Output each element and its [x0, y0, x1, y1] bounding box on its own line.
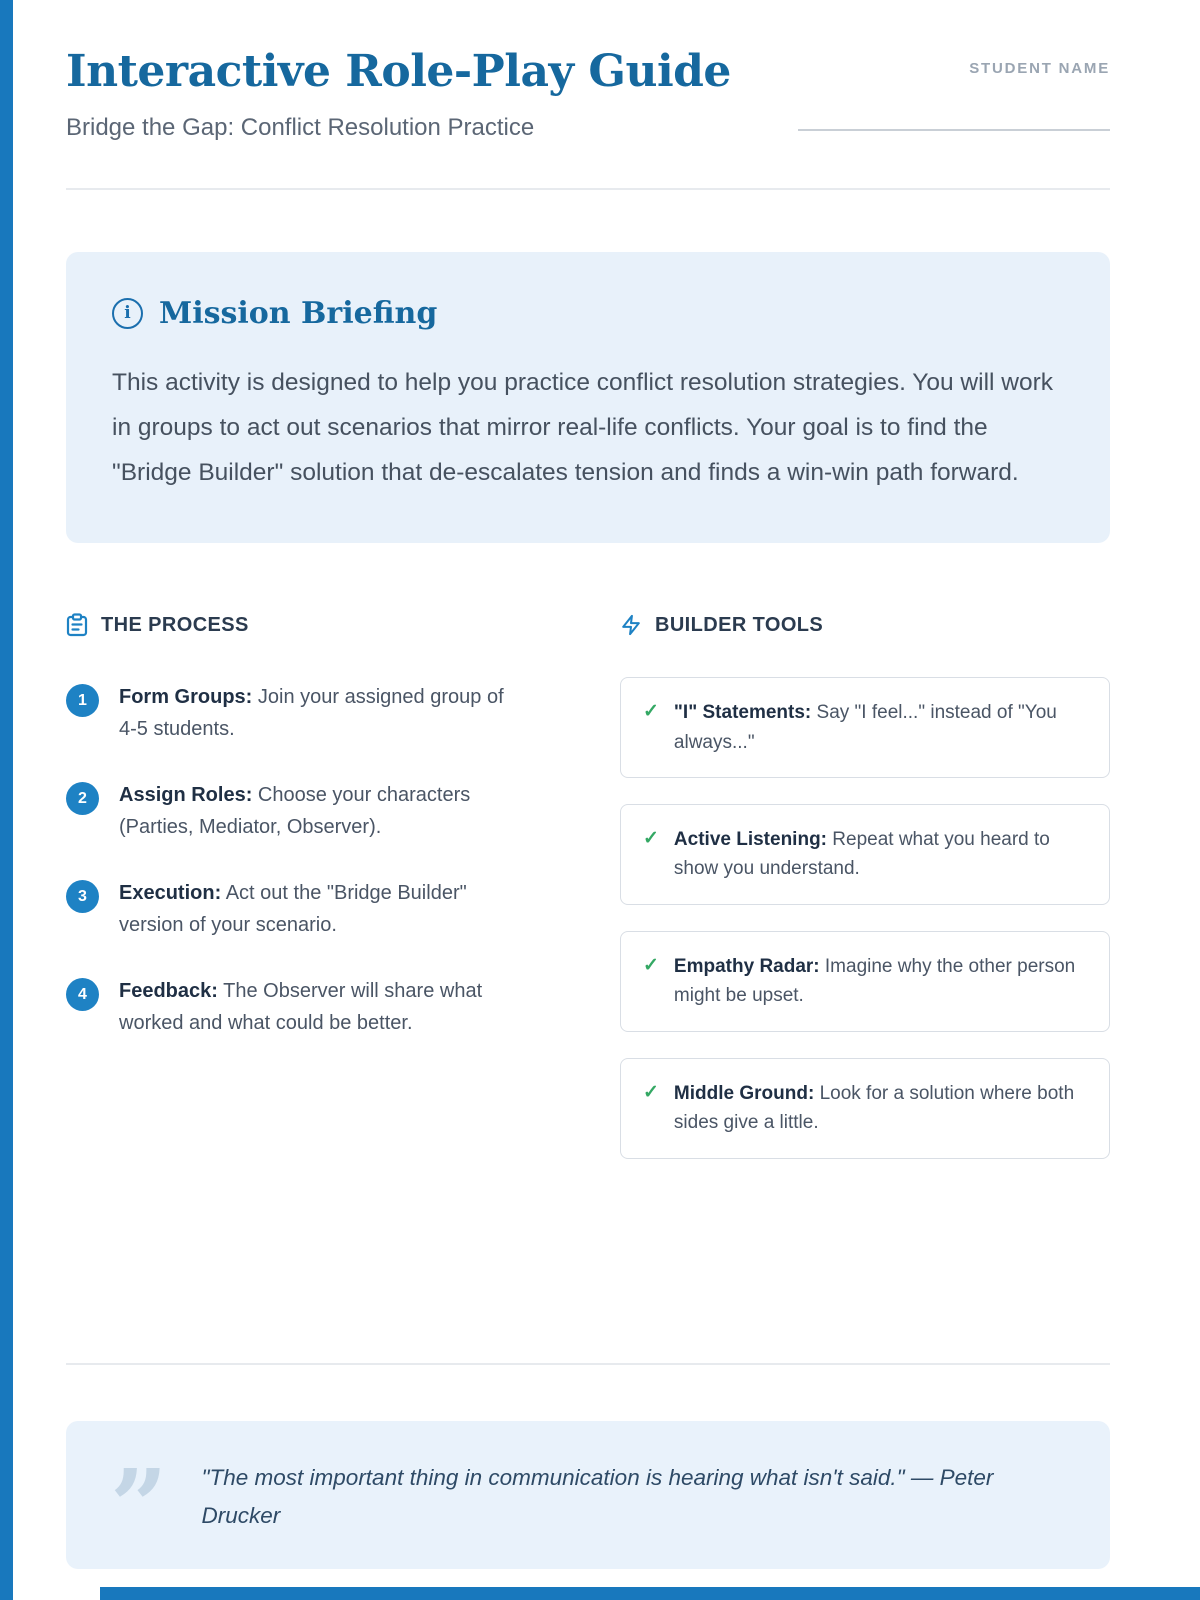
- tool-text: [674, 952, 1087, 1011]
- header: [66, 48, 1110, 142]
- step-item: [66, 975, 558, 1039]
- tool-card: [620, 931, 1110, 1032]
- step-text: [119, 877, 509, 941]
- tool-card: [620, 677, 1110, 778]
- step-item: [66, 779, 558, 843]
- step-description: Join your assigned group of 4-5 students.: [119, 686, 504, 741]
- tool-label: "I" Statements:: [673, 702, 812, 724]
- tools-heading: BUILDER TOOLS: [655, 613, 824, 636]
- check-icon: ✓: [643, 1081, 659, 1103]
- check-icon: ✓: [643, 954, 659, 976]
- step-description: Choose your characters (Parties, Mediator, Observer).: [119, 784, 471, 839]
- student-name-line: [798, 129, 1110, 131]
- step-label: Execution:: [119, 882, 222, 905]
- mission-body: This activity is designed to help you practice conflict resolution strategies. You will work in groups to act out scenarios that mirror real-life conflicts. Your goal is to find the "Bridge Builder" solution that de-escalates tension and finds a win-win path forward.: [112, 369, 1053, 486]
- header-divider: [66, 188, 1110, 190]
- footer-divider: [66, 1363, 1110, 1365]
- tool-card: [620, 804, 1110, 905]
- mission-title: Mission Briefing: [159, 296, 438, 332]
- step-text: [119, 975, 509, 1039]
- step-text: [119, 779, 509, 843]
- two-column-section: [66, 613, 1110, 1185]
- step-item: [66, 681, 558, 745]
- check-icon: ✓: [643, 828, 659, 849]
- tool-description: Look for a solution where both sides give a little.: [673, 1082, 1075, 1134]
- step-number-badge: 4: [66, 978, 99, 1011]
- tools-heading-row: [620, 613, 1110, 637]
- student-name-block: [798, 48, 1110, 131]
- process-heading-row: [66, 613, 558, 637]
- step-number-badge: 2: [66, 782, 99, 815]
- tool-label: Empathy Radar:: [673, 955, 820, 977]
- quote-text: "The most important thing in communication is hearing what isn't said." — Peter Drucker: [201, 1464, 994, 1528]
- tool-text: [674, 825, 1087, 884]
- step-label: Form Groups:: [119, 686, 253, 709]
- tool-label: Active Listening:: [673, 829, 827, 850]
- bottom-accent-bar: [100, 1587, 1200, 1600]
- tool-description: Imagine why the other person might be upset.: [673, 955, 1076, 1007]
- left-accent-bar: [0, 0, 13, 1600]
- tool-text: [674, 698, 1087, 757]
- step-item: [66, 877, 558, 941]
- tool-cards: [620, 677, 1110, 1159]
- step-label: Feedback:: [119, 980, 218, 1003]
- quote-icon: ”: [110, 1446, 168, 1565]
- tool-text: [674, 1079, 1087, 1138]
- tool-label: Middle Ground:: [673, 1082, 815, 1104]
- quote-card: [66, 1421, 1110, 1570]
- step-number-badge: 3: [66, 880, 99, 913]
- clipboard-icon: [66, 613, 88, 637]
- title-block: [66, 48, 731, 142]
- mission-header: [112, 296, 1064, 331]
- process-section: [66, 613, 558, 1185]
- step-label: Assign Roles:: [119, 784, 253, 807]
- step-description: Act out the "Bridge Builder" version of your scenario.: [119, 882, 467, 937]
- step-text: [119, 681, 509, 745]
- student-name-label: STUDENT NAME: [969, 60, 1110, 77]
- tool-description: Repeat what you heard to show you understand.: [673, 829, 1050, 880]
- step-number-badge: 1: [66, 684, 99, 717]
- page-title: Interactive Role-Play Guide: [66, 46, 731, 97]
- tools-section: [620, 613, 1110, 1185]
- tool-card: [620, 1058, 1110, 1159]
- tool-description: Say "I feel..." instead of "You always...": [673, 702, 1057, 753]
- step-description: The Observer will share what worked and what could be better.: [119, 980, 483, 1035]
- process-steps: [66, 681, 558, 1039]
- process-heading: THE PROCESS: [101, 613, 249, 636]
- page-subtitle: Bridge the Gap: Conflict Resolution Practice: [66, 114, 535, 142]
- check-icon: ✓: [643, 701, 659, 723]
- mission-card: [66, 252, 1110, 543]
- info-icon: i: [112, 298, 143, 329]
- lightning-icon: [620, 613, 642, 637]
